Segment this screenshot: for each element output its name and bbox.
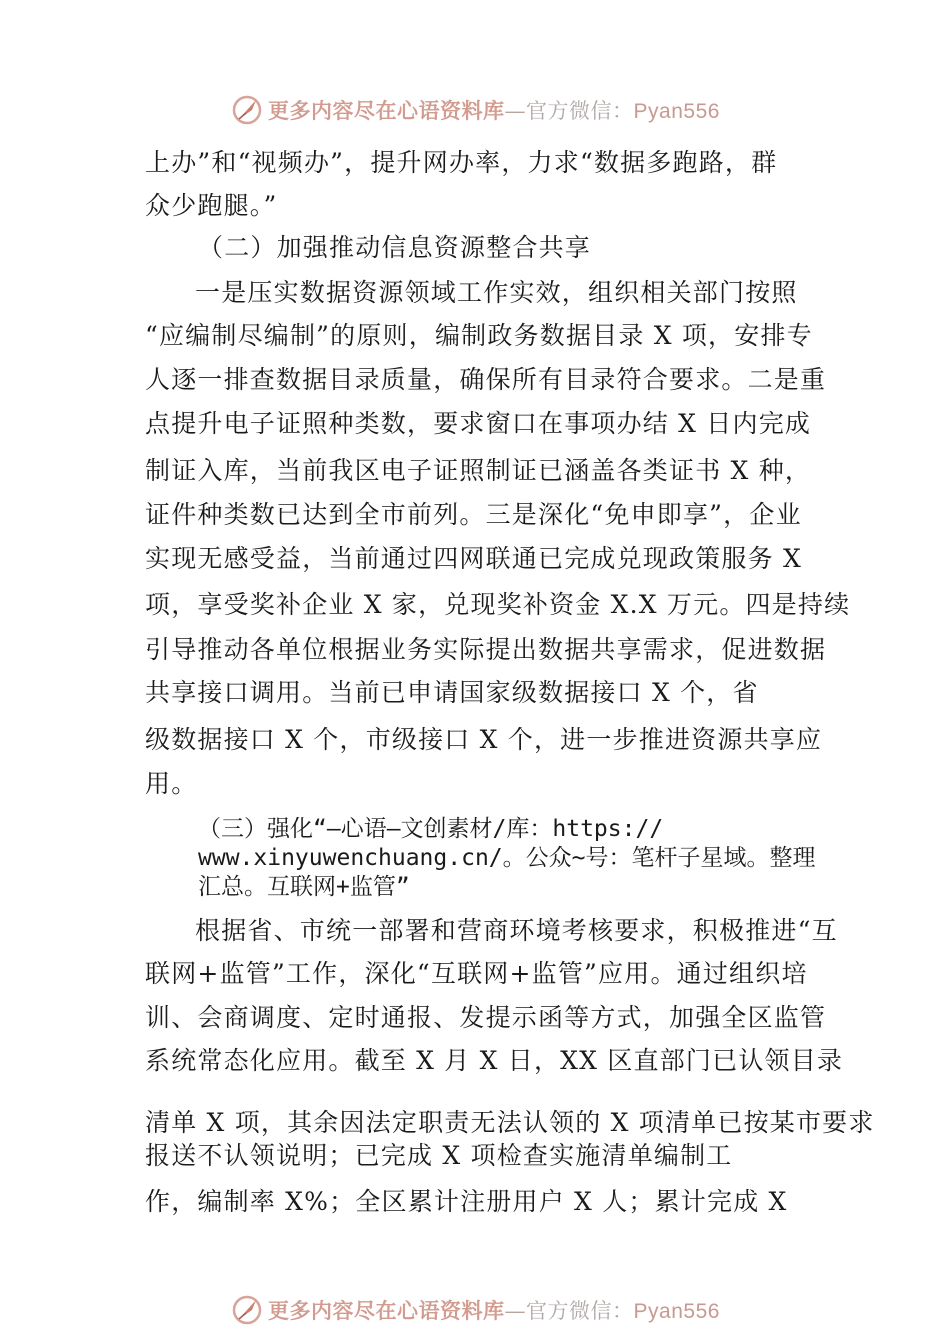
watermark-wechat-label: 官方微信： [526,1299,634,1323]
text-line: 项，享受奖补企业 X 家，兑现奖补资金 X.X 万元。四是持续 [145,590,851,619]
text-line: 用。 [145,769,198,798]
section-heading-3-line1: （三）强化“—心语—文创素材/库：https:// [198,816,664,842]
text-line: 系统常态化应用。截至 X 月 X 日，XX 区直部门已认领目录 [145,1046,844,1075]
text-line: 级数据接口 X 个，市级接口 X 个，进一步推进资源共享应 [145,725,823,754]
quill-logo-icon [230,93,264,127]
text-line: 上办”和“视频办”，提升网办率，力求“数据多跑路，群 [145,148,778,177]
text-line: 共享接口调用。当前已申请国家级数据接口 X 个，省 [145,678,759,707]
section-heading-3-line2: www.xinyuwenchuang.cn/。公众~号：笔杆子星域。整理 [198,845,816,871]
watermark-wechat-label: 官方微信： [526,99,634,123]
text-line: 众少跑腿。” [145,191,278,220]
quill-logo-icon [230,1293,264,1327]
text-line: 引导推动各单位根据业务实际提出数据共享需求，促进数据 [145,635,827,664]
section-heading-3-line3: 汇总。互联网+监管” [198,874,410,900]
watermark-separator: — [504,1299,527,1323]
text-line: 证件种类数已达到全市前列。三是深化“免申即享”，企业 [145,500,802,529]
text-line: 根据省、市统一部署和营商环境考核要求，积极推进“互 [195,916,838,945]
text-line: 实现无感受益，当前通过四网联通已完成兑现政策服务 X [145,544,802,573]
footer-watermark [0,1290,950,1330]
text-line: 点提升电子证照种类数，要求窗口在事项办结 X 日内完成 [145,409,812,438]
text-line: 清单 X 项，其余因法定职责无法认领的 X 项清单已按某市要求 [145,1108,875,1137]
header-watermark [0,90,950,130]
watermark-text [268,1295,720,1325]
watermark-brand: 更多内容尽在心语资料库 [268,98,505,123]
text-line: 人逐一排查数据目录质量，确保所有目录符合要求。二是重 [145,365,827,394]
text-line: 一是压实数据资源领域工作实效，组织相关部门按照 [195,278,798,307]
text-line: 联网+监管”工作，深化“互联网+监管”应用。通过组织培 [145,959,808,988]
watermark-text [268,95,720,125]
watermark-wechat-id: Pyan556 [633,1300,720,1323]
text-line: 报送不认领说明；已完成 X 项检查实施清单编制工 [145,1141,733,1170]
watermark-wechat-id: Pyan556 [633,100,720,123]
watermark-separator: — [504,99,527,123]
text-line: “应编制尽编制”的原则，编制政务数据目录 X 项，安排专 [145,321,813,350]
section-heading-2: （二）加强推动信息资源整合共享 [198,233,592,262]
text-line: 训、会商调度、定时通报、发提示函等方式，加强全区监管 [145,1003,827,1032]
text-line: 制证入库，当前我区电子证照制证已涵盖各类证书 X 种， [145,456,812,485]
text-line: 作，编制率 X%；全区累计注册用户 X 人；累计完成 X [145,1187,788,1216]
watermark-brand: 更多内容尽在心语资料库 [268,1298,505,1323]
